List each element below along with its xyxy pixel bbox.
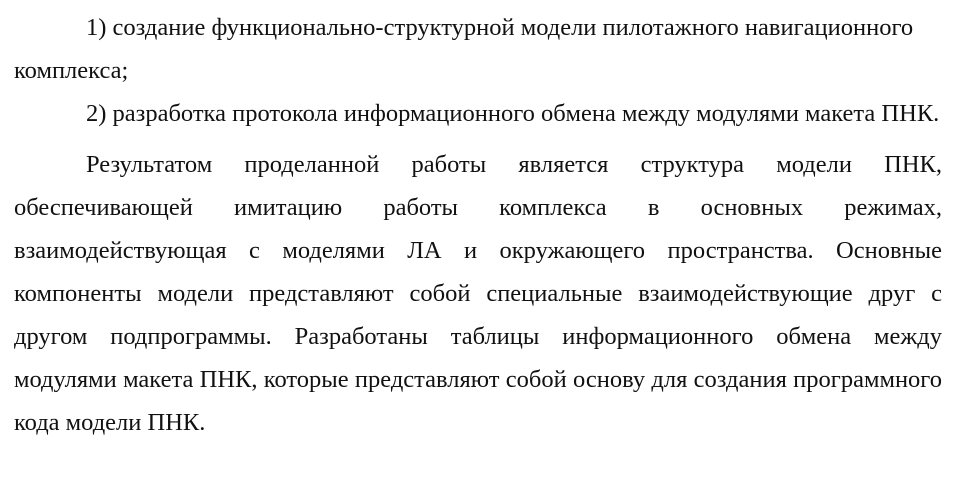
list-item-paragraph-1: 1) создание функционально-структурной модели пилотажного навигационного комплекса; [14, 14, 914, 84]
list-item-paragraph-2: 2) разработка протокола информационного обмена между модулями макета ПНК. [86, 100, 940, 127]
paragraph-spacer [14, 135, 942, 143]
body-paragraph-1: Результатом проделанной работы является структура модели ПНК, обеспечивающей имитацию работы комплекса в основных режимах, взаимодействующая с моделями ЛА и окружающего пространства. Основные компоненты модели представляют собой специальные взаимодействующие друг с другом подпрограммы. Разработаны таблицы информационного обмена между модулями макета ПНК, которые представляют собой основу для создания программного кода модели ПНК. [14, 151, 942, 436]
